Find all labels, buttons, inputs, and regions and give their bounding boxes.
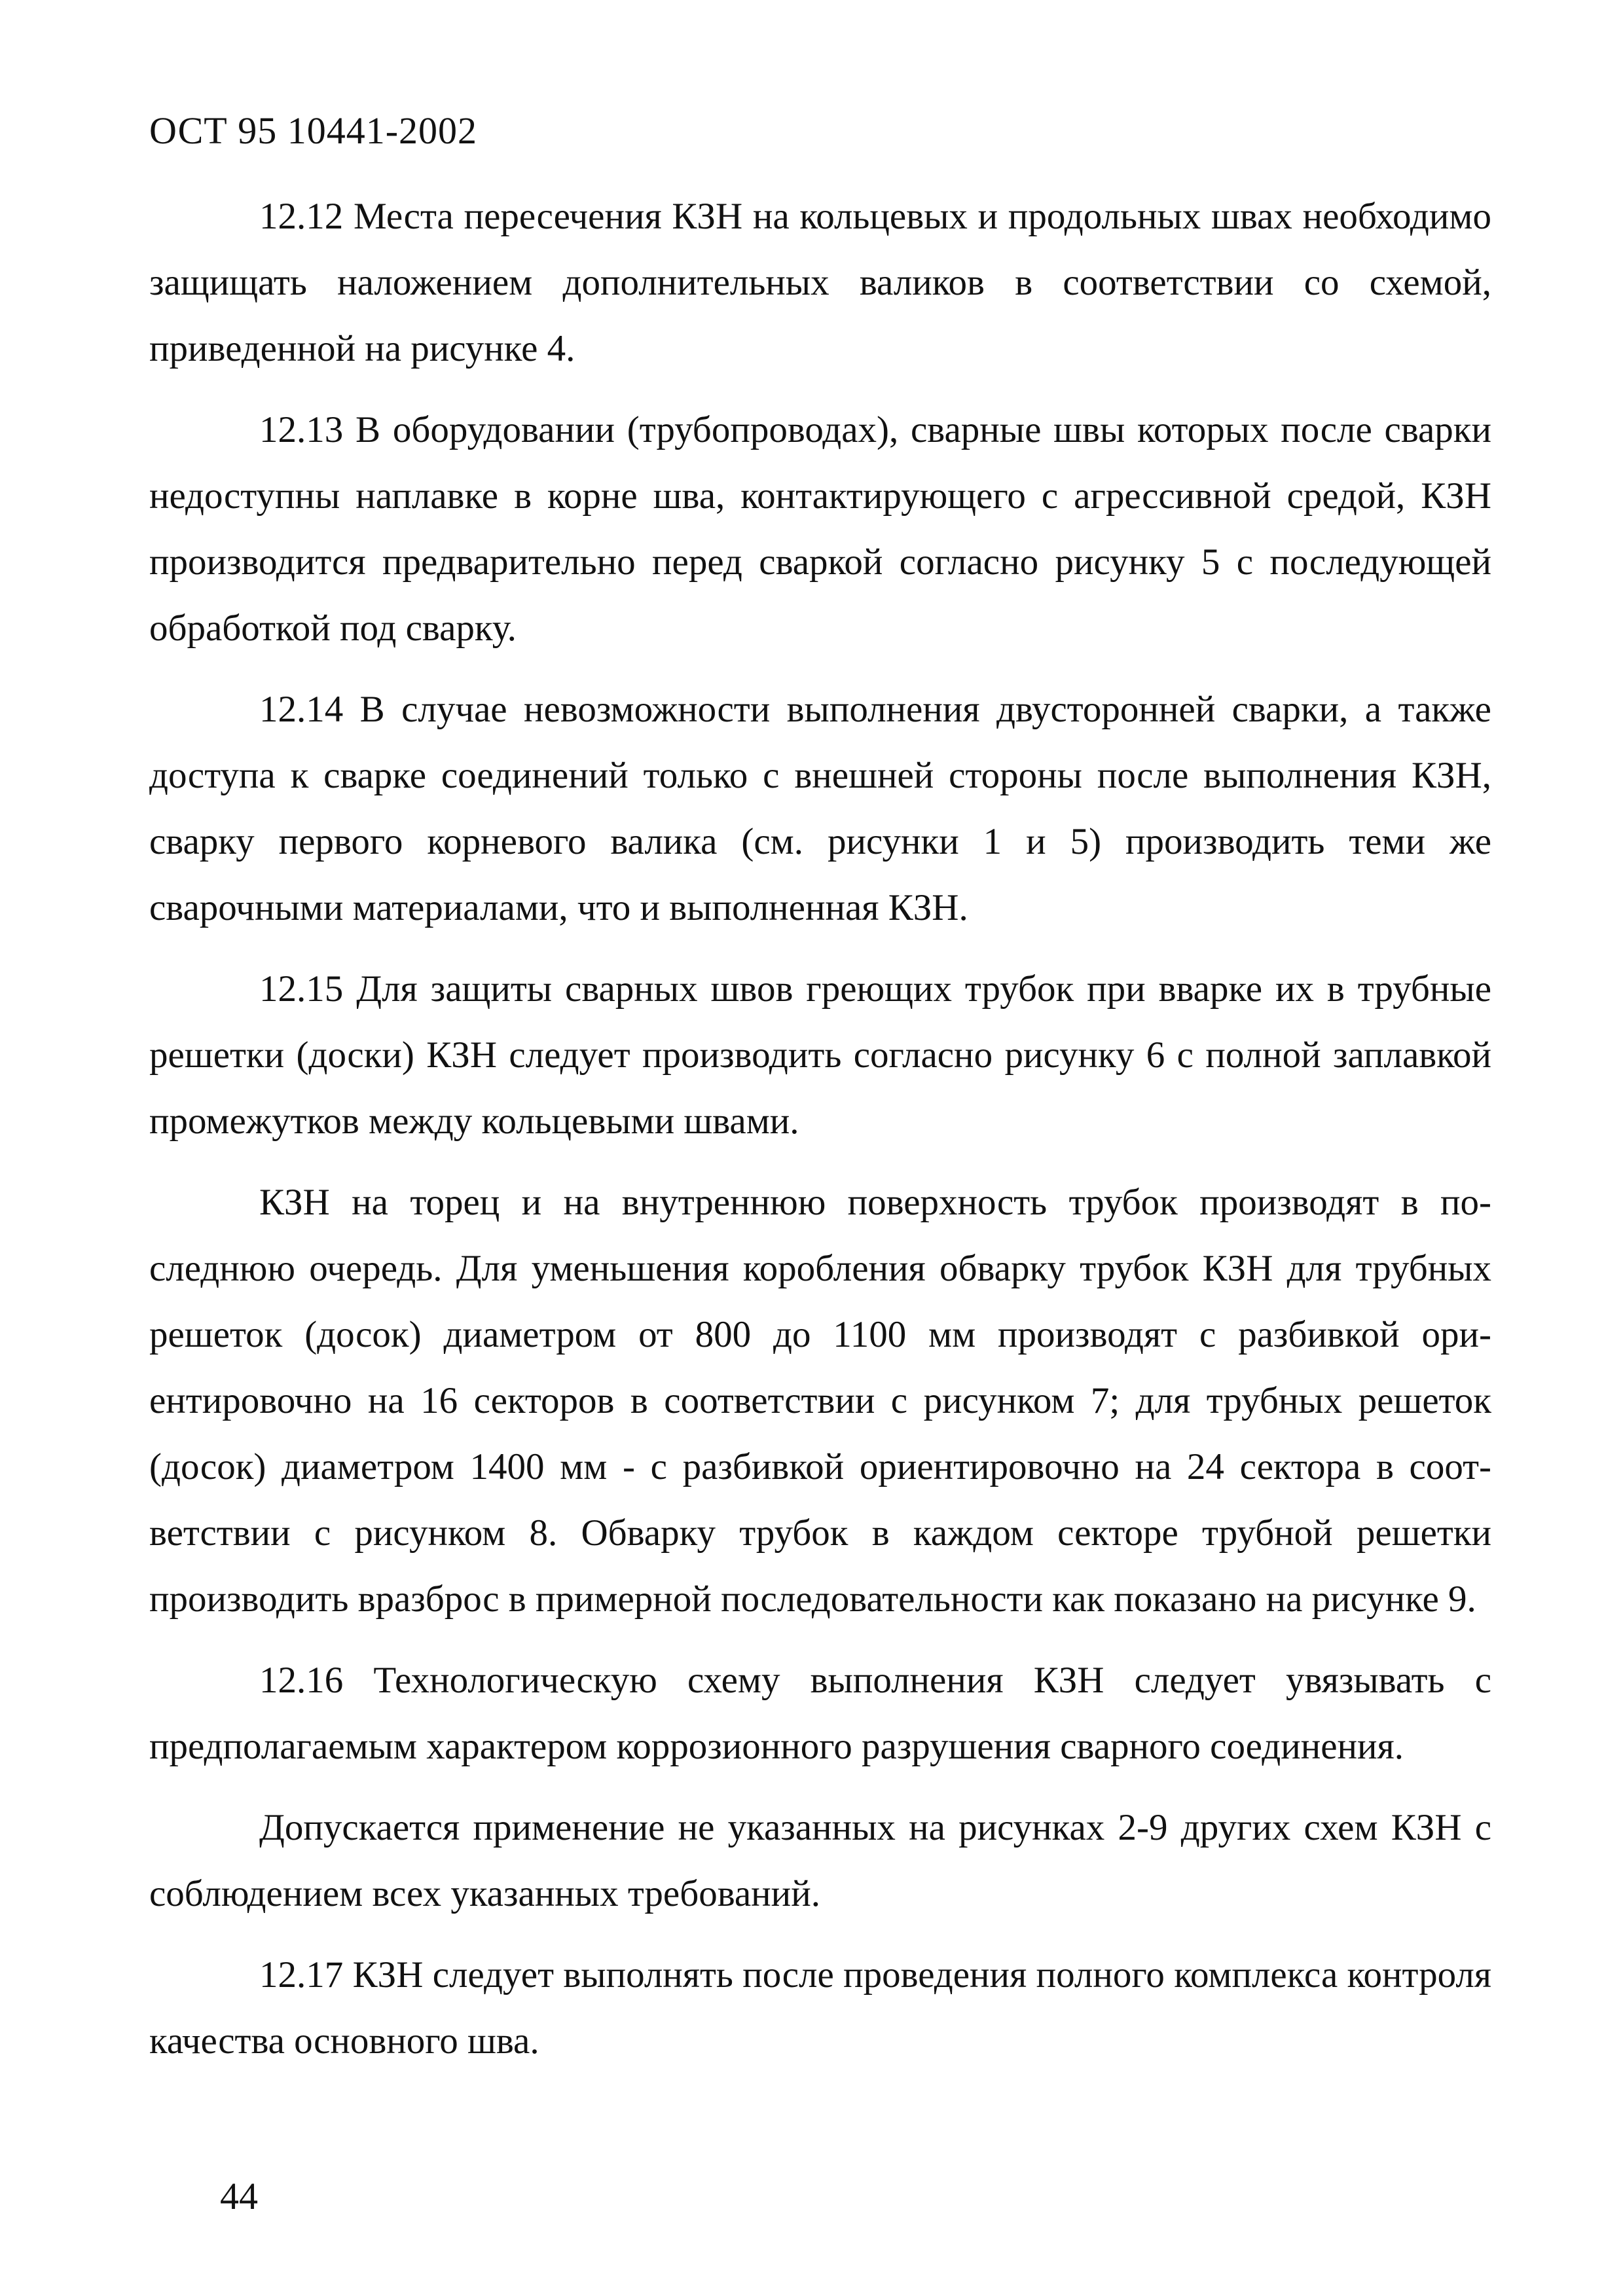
paragraph-12-13: 12.13 В оборудовании (трубопроводах), сварные швы которых после сварки недоступны наплавке в корне шва, контактирующего с агрессивной средой, КЗН производится предварительно перед сваркой согласно рисунку 5 с последующей обработкой под сварку. <box>149 409 1491 649</box>
paragraph-allowed-schemes: Допускается применение не указанных на рисунках 2-9 других схем КЗН с соблюдением всех указанных требований. <box>149 1807 1491 1914</box>
page-number: 44 <box>220 2175 258 2217</box>
paragraph-kzn-order: КЗН на торец и на внутреннюю поверхность трубок производят в последнюю очередь. Для уменьшения коробления обварку трубок КЗН для трубных решеток (досок) диаметром от 800 до 1100 мм производят с разбивкой ориентировочно на 16 секторов в соответствии с рисунком 7; для трубных решеток (досок) диаметром 1400 мм - с разбивкой ориентировочно на 24 сектора в соответствии с рисунком 8. Обварку трубок в каждом секторе трубной решетки производить вразброс в примерной последовательности как показано на рисунке 9. <box>149 1182 1491 1620</box>
paragraph-12-15: 12.15 Для защиты сварных швов греющих трубок при вварке их в трубные решетки (доски) КЗН следует производить согласно рисунку 6 с полной заплавкой промежутков между кольцевыми швами. <box>149 968 1491 1142</box>
paragraph-12-17: 12.17 КЗН следует выполнять после проведения полного комплекса контроля качества основного шва. <box>149 1954 1491 2062</box>
paragraph-12-12: 12.12 Места пересечения КЗН на кольцевых и продольных швах необходимо защищать наложением дополнительных валиков в соответствии со схемой, приведенной на рисунке 4. <box>149 196 1491 369</box>
document-header: ОСТ 95 10441-2002 <box>149 109 478 152</box>
body-text <box>149 183 1491 2089</box>
paragraph-12-14: 12.14 В случае невозможности выполнения двусторонней сварки, а также доступа к сварке соединений только с внешней стороны после выполнения КЗН, сварку первого корневого валика (см. рисунки 1 и 5) производить теми же сварочными материалами, что и выполненная КЗН. <box>149 689 1491 928</box>
paragraph-12-16: 12.16 Технологическую схему выполнения КЗН следует увязывать с предполагаемым характером коррозионного разрушения сварного соединения. <box>149 1660 1491 1767</box>
